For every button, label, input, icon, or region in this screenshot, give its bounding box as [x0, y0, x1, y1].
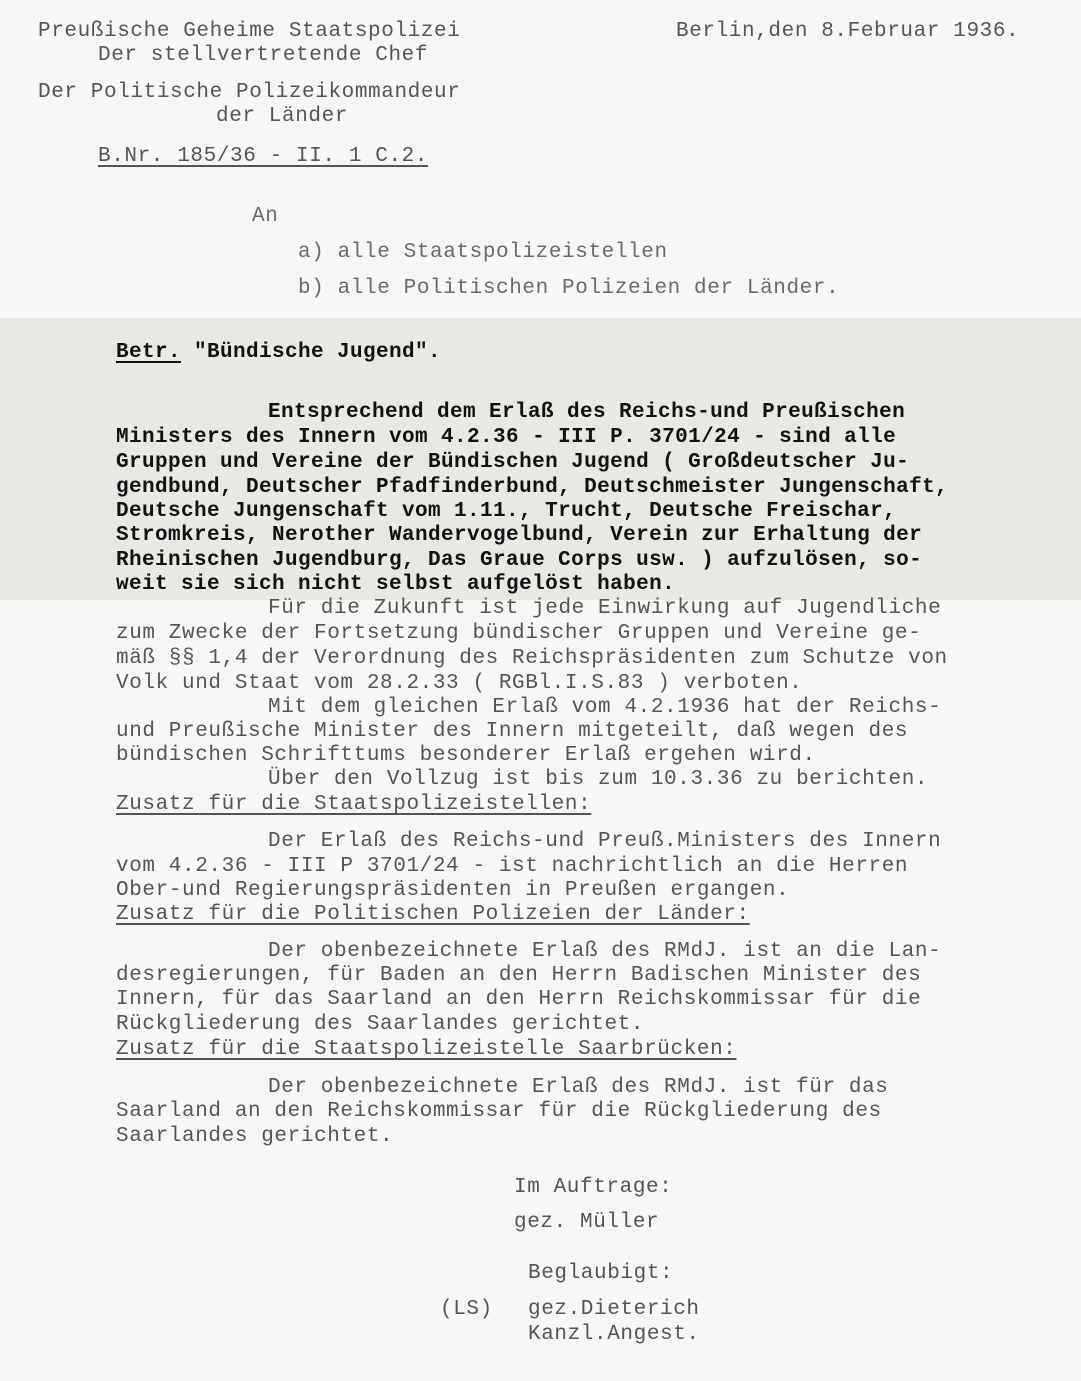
recipient-a: a) alle Staatspolizeistellen	[298, 241, 668, 264]
sender-line-3: Der Politische Polizeikommandeur	[38, 81, 461, 104]
sender-line-1: Preußische Geheime Staatspolizei	[38, 20, 461, 43]
zusatz-1-heading: Zusatz für die Staatspolizeistellen:	[116, 793, 592, 816]
p1-line: gendbund, Deutscher Pfadfinderbund, Deutschmeister Jungenschaft,	[116, 476, 949, 499]
place-date: Berlin,den 8.Februar 1936.	[676, 20, 1020, 43]
zusatz-2-line: Rückgliederung des Saarlandes gerichtet.	[116, 1013, 645, 1036]
gez-dieterich: gez.Dieterich	[528, 1298, 700, 1321]
zusatz-1-line: vom 4.2.36 - III P 3701/24 - ist nachrichtlich an die Herren	[116, 855, 909, 878]
p1-line: Stromkreis, Nerother Wandervogelbund, Verein zur Erhaltung der	[116, 524, 923, 547]
recipient-b: b) alle Politischen Polizeien der Länder.	[298, 277, 840, 300]
zusatz-1-line: Ober-und Regierungspräsidenten in Preußen ergangen.	[116, 879, 790, 902]
p1-line: Ministers des Innern vom 4.2.36 - III P. 3701/24 - sind alle	[116, 426, 897, 449]
im-auftrage: Im Auftrage:	[514, 1176, 673, 1199]
p2-line: Volk und Staat vom 28.2.33 ( RGBl.I.S.83 ) verboten.	[116, 672, 803, 695]
p2-line: zum Zwecke der Fortsetzung bündischer Gruppen und Vereine ge-	[116, 622, 922, 645]
p1-line: Deutsche Jungenschaft vom 1.11., Trucht, Deutsche Freischar,	[116, 500, 897, 523]
zusatz-3-line: Saarland an den Reichskommissar für die Rückgliederung des	[116, 1100, 882, 1123]
subject-label: Betr.	[116, 341, 182, 364]
p3-line: Mit dem gleichen Erlaß vom 4.2.1936 hat der Reichs-	[268, 696, 942, 719]
sender-line-4: der Länder	[216, 105, 349, 128]
p4-line: Über den Vollzug ist bis zum 10.3.36 zu berichten.	[268, 768, 929, 791]
p1-line: Entsprechend dem Erlaß des Reichs-und Preußischen	[268, 401, 906, 424]
gez-mueller: gez. Müller	[514, 1211, 660, 1234]
zusatz-2-line: Der obenbezeichnete Erlaß des RMdJ. ist an die Lan-	[268, 940, 942, 963]
zusatz-3-line: Der obenbezeichnete Erlaß des RMdJ. ist für das	[268, 1076, 889, 1099]
p2-line: mäß §§ 1,4 der Verordnung des Reichspräsidenten zum Schutze von	[116, 647, 948, 670]
zusatz-2-line: Innern, für das Saarland an den Herrn Reichskommissar für die	[116, 988, 922, 1011]
p3-line: und Preußische Minister des Innern mitgeteilt, daß wegen des	[116, 720, 909, 743]
recipients-an: An	[252, 205, 279, 228]
p3-line: bündischen Schrifttums besonderer Erlaß ergehen wird.	[116, 744, 816, 767]
zusatz-3-heading: Zusatz für die Staatspolizeistelle Saarbrücken:	[116, 1038, 737, 1061]
subject-text: "Bündische Jugend".	[181, 341, 442, 364]
p1-line: Rheinischen Jugendburg, Das Graue Corps usw. ) aufzulösen, so-	[116, 549, 923, 572]
p1-line: Gruppen und Vereine der Bündischen Jugend ( Großdeutscher Ju-	[116, 451, 910, 474]
beglaubigt: Beglaubigt:	[528, 1262, 674, 1285]
p2-line: Für die Zukunft ist jede Einwirkung auf Jugendliche	[268, 597, 942, 620]
subject-line	[116, 341, 441, 365]
zusatz-1-line: Der Erlaß des Reichs-und Preuß.Ministers des Innern	[268, 830, 942, 853]
sender-line-2: Der stellvertretende Chef	[98, 44, 429, 67]
zusatz-2-heading: Zusatz für die Politischen Polizeien der Länder:	[116, 903, 750, 926]
zusatz-3-line: Saarlandes gerichtet.	[116, 1125, 394, 1148]
seal-ls: (LS)	[440, 1298, 493, 1321]
p1-line: weit sie sich nicht selbst aufgelöst haben.	[116, 573, 676, 596]
kanzl-angest: Kanzl.Angest.	[528, 1323, 700, 1346]
reference-number: B.Nr. 185/36 - II. 1 C.2.	[98, 145, 429, 168]
zusatz-2-line: desregierungen, für Baden an den Herrn Badischen Minister des	[116, 964, 922, 987]
